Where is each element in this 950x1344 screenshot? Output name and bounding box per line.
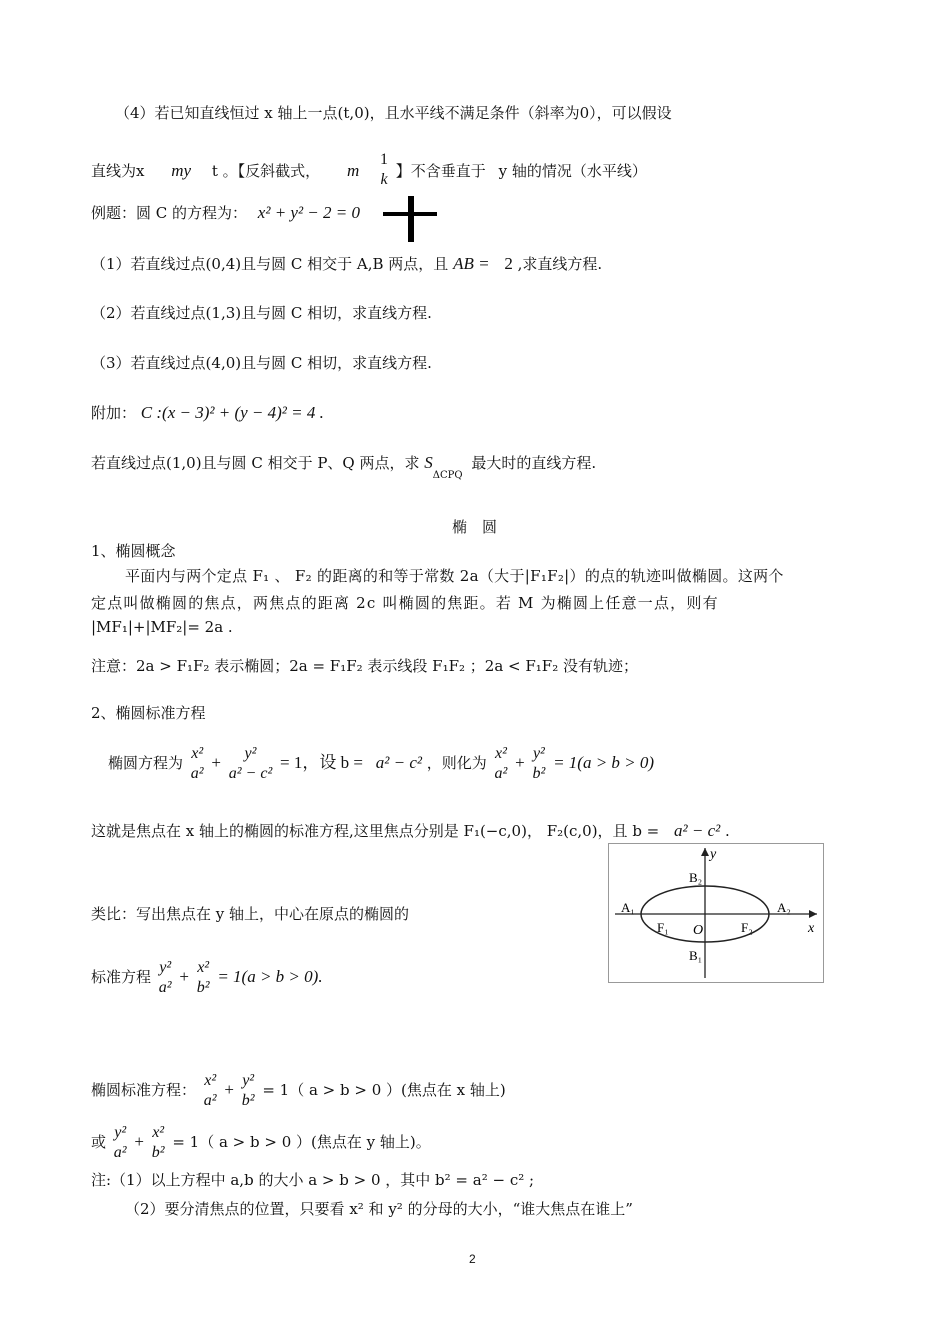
- summary-line1: 椭圆标准方程： x² a² + y² b² = 1（ a > b > 0 ）(焦点在 x 轴上): [91, 1072, 506, 1109]
- text: 这就是焦点在 x 轴上的椭圆的标准方程,这里焦点分别是 F₁(−c,0)， F₂(c,0)，且 b =: [91, 822, 660, 840]
- label-origin: O: [693, 923, 704, 938]
- additional-question: [91, 452, 597, 481]
- y-arrow: [701, 848, 709, 856]
- fraction-x2-a2: x² a²: [203, 1072, 217, 1109]
- fraction-x2-a2: x² a²: [494, 745, 508, 782]
- math-m: m: [346, 161, 360, 180]
- note-2: （2）要分清焦点的位置，只要看 x² 和 y² 的分母的大小，“谁大焦点在谁上”: [125, 1200, 633, 1218]
- example-line: [91, 202, 360, 224]
- case4-line2: [91, 152, 647, 192]
- question-3: （3）若直线过点(4,0)且与圆 C 相切，求直线方程.: [91, 354, 432, 372]
- note-line: 注意：2a > F₁F₂ 表示椭圆；2a = F₁F₂ 表示线段 F₁F₂ ；2a < F₁F₂ 没有轨迹；: [91, 657, 638, 675]
- analogy-line: 类比：写出焦点在 y 轴上，中心在原点的椭圆的: [91, 905, 410, 923]
- question-1: [91, 253, 602, 275]
- fraction-y2-b2: y² b²: [532, 745, 546, 782]
- math-sqrt: a² − c²: [375, 753, 422, 772]
- math-s: S: [424, 453, 433, 472]
- label-a2: A₂: [777, 900, 791, 915]
- label-b2: B₂: [689, 870, 703, 885]
- text: 最大时的直线方程.: [471, 454, 597, 472]
- ellipse-equation-line: 椭圆方程为 x² a² + y² a² − c² = 1，设 b = a² − c² ，则化为 x² a² + y² b² = 1(a > b > 0): [108, 745, 655, 782]
- math-ab: AB =: [453, 254, 490, 273]
- question-2: （2）若直线过点(1,3)且与圆 C 相切，求直线方程.: [91, 304, 432, 322]
- math-my: my: [171, 161, 192, 180]
- fraction-x2-b2: x² b²: [151, 1124, 165, 1161]
- heading-standard: 2、椭圆标准方程: [91, 704, 206, 722]
- fraction-y2-a2: y² a²: [158, 959, 172, 996]
- fraction-y2-a2c2: y² a² − c²: [228, 745, 273, 782]
- text: y 轴的情况（水平线）: [498, 162, 647, 180]
- concept-line1: 平面内与两个定点 F₁ 、 F₂ 的距离的和等于常数 2a（大于|F₁F₂|）的点的轨迹叫做椭圆。这两个: [125, 567, 784, 585]
- fraction-x2-a2: x² a²: [190, 745, 204, 782]
- ellipse-svg: [609, 844, 823, 982]
- note-1: 注:（1）以上方程中 a,b 的大小 a > b > 0 ，其中 b² = a² − c² ;: [91, 1171, 535, 1189]
- concept-line3: |MF₁|+|MF₂|= 2a .: [91, 618, 233, 636]
- summary-line2: 或 y² a² + x² b² = 1（ a > b > 0 ）(焦点在 y 轴上)。: [91, 1124, 431, 1161]
- text: 若直线过点(1,0)且与圆 C 相交于 P、Q 两点，求: [91, 454, 420, 472]
- math-sqrt: a² − c²: [674, 821, 721, 840]
- fraction-1-over-k: 1 k: [380, 151, 388, 188]
- label-f1: F₁: [657, 920, 669, 935]
- artifact-bar: [408, 196, 414, 242]
- fraction-x2-b2: x² b²: [196, 959, 210, 996]
- math-result: = 1(a > b > 0).: [217, 967, 323, 986]
- label-y: y: [710, 847, 717, 862]
- math-value: 2: [504, 254, 513, 273]
- example-label: 例题：圆 C 的方程为：: [91, 204, 248, 222]
- section-title: 椭 圆: [452, 518, 498, 536]
- text: ,求直线方程.: [517, 255, 603, 273]
- fraction-y2-a2: y² a²: [113, 1124, 127, 1161]
- text: 椭圆标准方程：: [91, 1081, 197, 1099]
- additional-equation: C :(x − 3)² + (y − 4)² = 4 .: [140, 403, 324, 422]
- concept-line2: 定点叫做椭圆的焦点，两焦点的距离 2c 叫椭圆的焦距。若 M 为椭圆上任意一点，则有: [91, 594, 719, 612]
- text: 标准方程: [91, 968, 152, 986]
- case4-line1: （4）若已知直线恒过 x 轴上一点(t,0)，且水平线不满足条件（斜率为0），可以假设: [115, 104, 672, 122]
- ellipse-diagram: [608, 843, 824, 983]
- text: = 1，设 b =: [280, 753, 363, 772]
- additional-line: [91, 402, 324, 424]
- label-b1: B₁: [689, 948, 703, 963]
- subscript: ΔCPQ: [432, 470, 463, 481]
- math-result: = 1(a > b > 0): [553, 753, 655, 772]
- text: 】不含垂直于: [395, 162, 486, 180]
- x-arrow: [809, 910, 817, 918]
- text: .: [725, 822, 730, 840]
- heading-concept: 1、椭圆概念: [91, 542, 176, 560]
- label-f2: F₂: [741, 920, 753, 935]
- circle-equation: x² + y² − 2 = 0: [257, 203, 360, 222]
- fraction-y2-b2: y² b²: [241, 1072, 255, 1109]
- text: ，则化为: [426, 754, 487, 772]
- text: 或: [91, 1133, 107, 1151]
- label-x: x: [808, 921, 815, 936]
- standard-equation-line: 标准方程 y² a² + x² b² = 1(a > b > 0).: [91, 959, 323, 996]
- text: 椭圆方程为: [108, 754, 184, 772]
- text: = 1（ a > b > 0 ）(焦点在 y 轴上)。: [172, 1133, 431, 1151]
- text: = 1（ a > b > 0 ）(焦点在 x 轴上): [262, 1081, 506, 1099]
- page-number: 2: [469, 1252, 476, 1266]
- label-a1: A₁: [621, 900, 635, 915]
- focus-line: [91, 820, 730, 842]
- text: 直线为x: [91, 162, 145, 180]
- text: （1）若直线过点(0,4)且与圆 C 相交于 A,B 两点，且: [91, 255, 449, 273]
- text: t 。【反斜截式，: [211, 162, 321, 180]
- text: 附加：: [91, 404, 137, 422]
